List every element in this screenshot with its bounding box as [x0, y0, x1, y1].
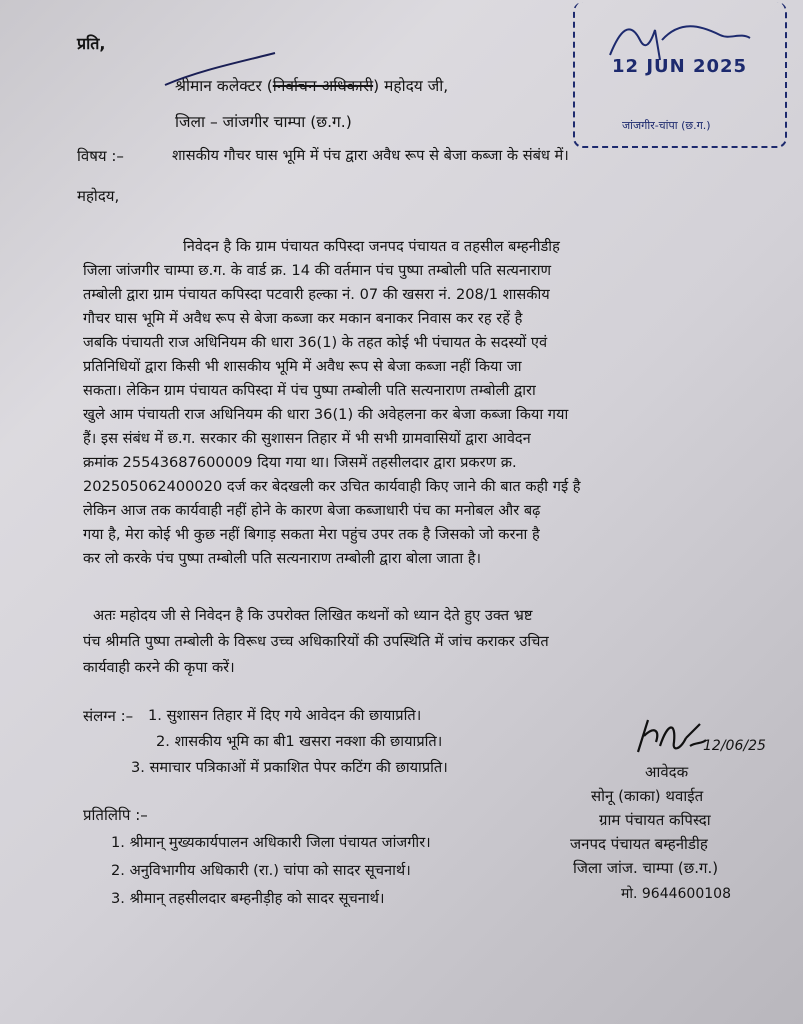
attachment-item: 2. शासकीय भूमि का बी1 खसरा नक्शा की छायाप्रति। — [156, 733, 443, 750]
attachment-item: 1. सुशासन तिहार में दिए गये आवेदन की छायाप्रति। — [148, 707, 422, 724]
applicant-label: आवेदक — [645, 763, 689, 781]
request-line: कार्यवाही करने की कृपा करें। — [83, 659, 235, 676]
body-line: 202505062400020 दर्ज कर बेदखली कर उचित कार्यवाही किए जाने की बात कही गई है — [83, 478, 581, 495]
copies-label: प्रतिलिपि :– — [83, 806, 148, 824]
applicant-name: सोनू (काका) थवाईत — [591, 787, 704, 805]
body-line: तम्बोली द्वारा ग्राम पंचायत कपिस्दा पटवारी हल्का नं. 07 की खसरा नं. 208/1 शासकीय — [83, 286, 550, 303]
request-line: पंच श्रीमति पुष्पा तम्बोली के विरूध उच्च अधिकारियों की उपस्थिति में जांच कराकर उचित — [83, 633, 549, 650]
body-line: कर लो करके पंच पुष्पा तम्बोली पति सत्यनाराण तम्बोली द्वारा बोला जाता है। — [83, 550, 482, 567]
attachment-item: 3. समाचार पत्रिकाओं में प्रकाशित पेपर कटिंग की छायाप्रति। — [131, 759, 448, 776]
copy-item: 2. अनुविभागीय अधिकारी (रा.) चांपा को सादर सूचनार्थ। — [111, 862, 411, 879]
body-line: गौचर घास भूमि में अवैध रूप से बेजा कब्जा कर मकान बनाकर निवास कर रह रहें है — [83, 310, 523, 327]
applicant-mobile: मो. 9644600108 — [621, 886, 731, 902]
body-line: गया है, मेरा कोई भी कुछ नहीं बिगाड़ सकता मेरा पहुंच उपर तक है जिसको जो करना है — [83, 526, 540, 543]
body-line: लेकिन आज तक कार्यवाही नहीं होने के कारण बेजा कब्जाधारी पंच का मनोबल और बढ़ — [83, 502, 541, 519]
applicant-address: ग्राम पंचायत कपिस्दा — [599, 811, 711, 829]
body-line: क्रमांक 25543687600009 दिया गया था। जिसमें तहसीलदार द्वारा प्रकरण क्र. — [83, 454, 517, 471]
copy-item: 3. श्रीमान् तहसीलदार बम्हनीड़ीह को सादर सूचनार्थ। — [111, 890, 385, 907]
subject-label: विषय :– — [77, 147, 124, 165]
stamp-date: 12 JUN 2025 — [612, 56, 748, 77]
subject-text: शासकीय गौचर घास भूमि में पंच द्वारा अवैध रूप से बेजा कब्जा के संबंध में। — [172, 147, 569, 164]
to-label: प्रति, — [77, 34, 106, 53]
addressee-suffix: ) महोदय जी, — [373, 77, 449, 95]
body-line: जबकि पंचायती राज अधिनियम की धारा 36(1) के तहत कोई भी पंचायत के सदस्यों एवं — [83, 334, 548, 351]
district-line: जिला – जांजगीर चाम्पा (छ.ग.) — [175, 113, 352, 131]
body-line: निवेदन है कि ग्राम पंचायत कपिस्दा जनपद पंचायत व तहसील बम्हनीडीह — [183, 238, 560, 255]
applicant-address: जिला जांज. चाम्पा (छ.ग.) — [573, 859, 719, 877]
copy-item: 1. श्रीमान् मुख्यकार्यपालन अधिकारी जिला पंचायत जांजगीर। — [111, 834, 431, 851]
body-line: प्रतिनिधियों द्वारा किसी भी शासकीय भूमि में अवैध रूप से बेजा कब्जा नहीं किया जा — [83, 358, 522, 375]
addressee-struck: निर्वाचन अधिकारी — [272, 77, 374, 95]
body-line: जिला जांजगीर चाम्पा छ.ग. के वार्ड क्र. 14 की वर्तमान पंच पुष्पा तम्बोली पति सत्यनाराण — [83, 262, 552, 279]
applicant-address: जनपद पंचायत बम्हनीडीह — [570, 835, 708, 853]
signature-date: 12/06/25 — [703, 738, 766, 754]
addressee-prefix: श्रीमान कलेक्टर ( — [175, 77, 273, 95]
request-line: अतः महोदय जी से निवेदन है कि उपरोक्त लिखित कथनों को ध्यान देते हुए उक्त भ्रष्ट — [93, 607, 533, 624]
strike-scribble — [160, 50, 280, 90]
salutation: महोदय, — [77, 187, 120, 205]
applicant-signature — [630, 712, 710, 760]
body-line: सकता। लेकिन ग्राम पंचायत कपिस्दा में पंच पुष्पा तम्बोली पति सत्यनाराण तम्बोली द्वारा — [83, 382, 536, 399]
body-line: हैं। इस संबंध में छ.ग. सरकार की सुशासन तिहार में भी सभी ग्रामवासियों द्वारा आवेदन — [83, 430, 531, 447]
stamp-office: जांजगीर-चांपा (छ.ग.) — [622, 119, 711, 132]
body-line: खुले आम पंचायती राज अधिनियम की धारा 36(1) की अवेहलना कर बेजा कब्जा किया गया — [83, 406, 569, 423]
attachments-label: संलग्न :– — [83, 707, 134, 725]
